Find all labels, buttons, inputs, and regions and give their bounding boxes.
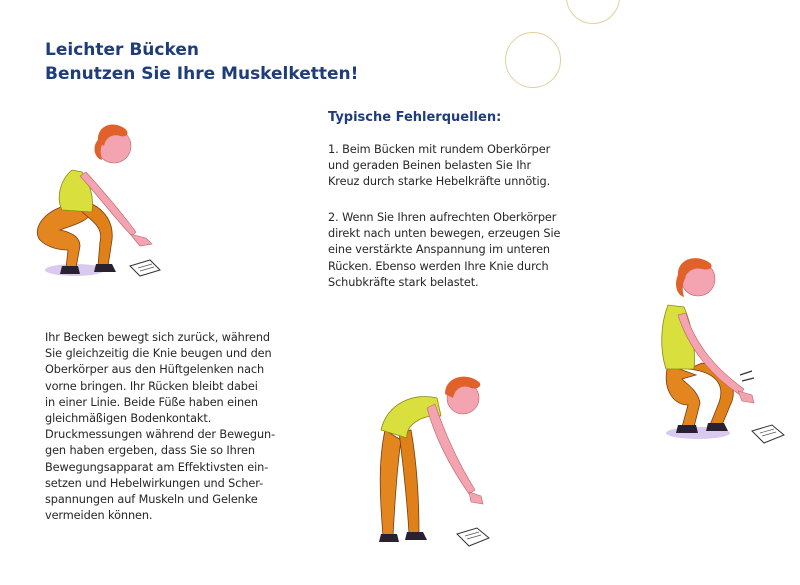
description-line: spannungen auf Muskeln und Gelenke: [45, 493, 258, 507]
woman-squatting-correctly-illustration: [20, 118, 170, 288]
error-item-2-line: 2. Wenn Sie Ihren aufrechten Oberkörper: [328, 211, 557, 224]
description-line: Bewegungsapparat am Effektivsten ein-: [45, 460, 269, 474]
description-line: Oberkörper aus den Hüftgelenken nach: [45, 363, 265, 377]
error-item-1-line: und geraden Beinen belasten Sie Ihr: [328, 159, 532, 173]
title-line-2: Benutzen Sie Ihre Muskelketten!: [45, 64, 359, 84]
error-item-2: [328, 210, 560, 291]
error-item-1-line: Kreuz durch starke Hebelkräfte unnötig.: [328, 175, 551, 189]
error-item-2-line: eine verstärkte Anspannung im unteren: [328, 243, 550, 257]
error-item-1: [328, 142, 550, 191]
decorative-circle: [505, 32, 561, 88]
error-sources-heading: Typische Fehlerquellen:: [328, 110, 502, 125]
title-line-1: Leichter Bücken: [45, 40, 199, 60]
error-item-2-line: Schubkräfte stark belastet.: [328, 275, 479, 289]
description-line: Ihr Becken bewegt sich zurück, während: [45, 331, 270, 344]
description-line: in einer Linie. Beide Füße haben einen: [45, 395, 258, 409]
description-line: vorne bringen. Ihr Rücken bleibt dabei: [45, 379, 258, 393]
error-item-2-line: direkt nach unten bewegen, erzeugen Sie: [328, 227, 561, 241]
error-item-2-line: Rücken. Ebenso werden Ihre Knie durch: [328, 259, 549, 273]
technique-description: [45, 330, 275, 524]
description-line: Sie gleichzeitig die Knie beugen und den: [45, 347, 272, 361]
page-title: [45, 38, 358, 86]
woman-squatting-upright-illustration: [648, 255, 798, 445]
woman-bending-with-round-back-illustration: [365, 368, 515, 558]
description-line: gleichmäßigen Bodenkontakt.: [45, 412, 212, 426]
description-line: vermeiden können.: [45, 509, 153, 523]
description-line: setzen und Hebelwirkungen und Scher-: [45, 476, 264, 490]
error-item-1-line: 1. Beim Bücken mit rundem Oberkörper: [328, 143, 551, 156]
description-line: Druckmessungen während der Bewegun-: [45, 428, 276, 442]
decorative-circle-top: [566, 0, 620, 24]
description-line: gen haben ergeben, dass Sie so Ihren: [45, 444, 255, 458]
